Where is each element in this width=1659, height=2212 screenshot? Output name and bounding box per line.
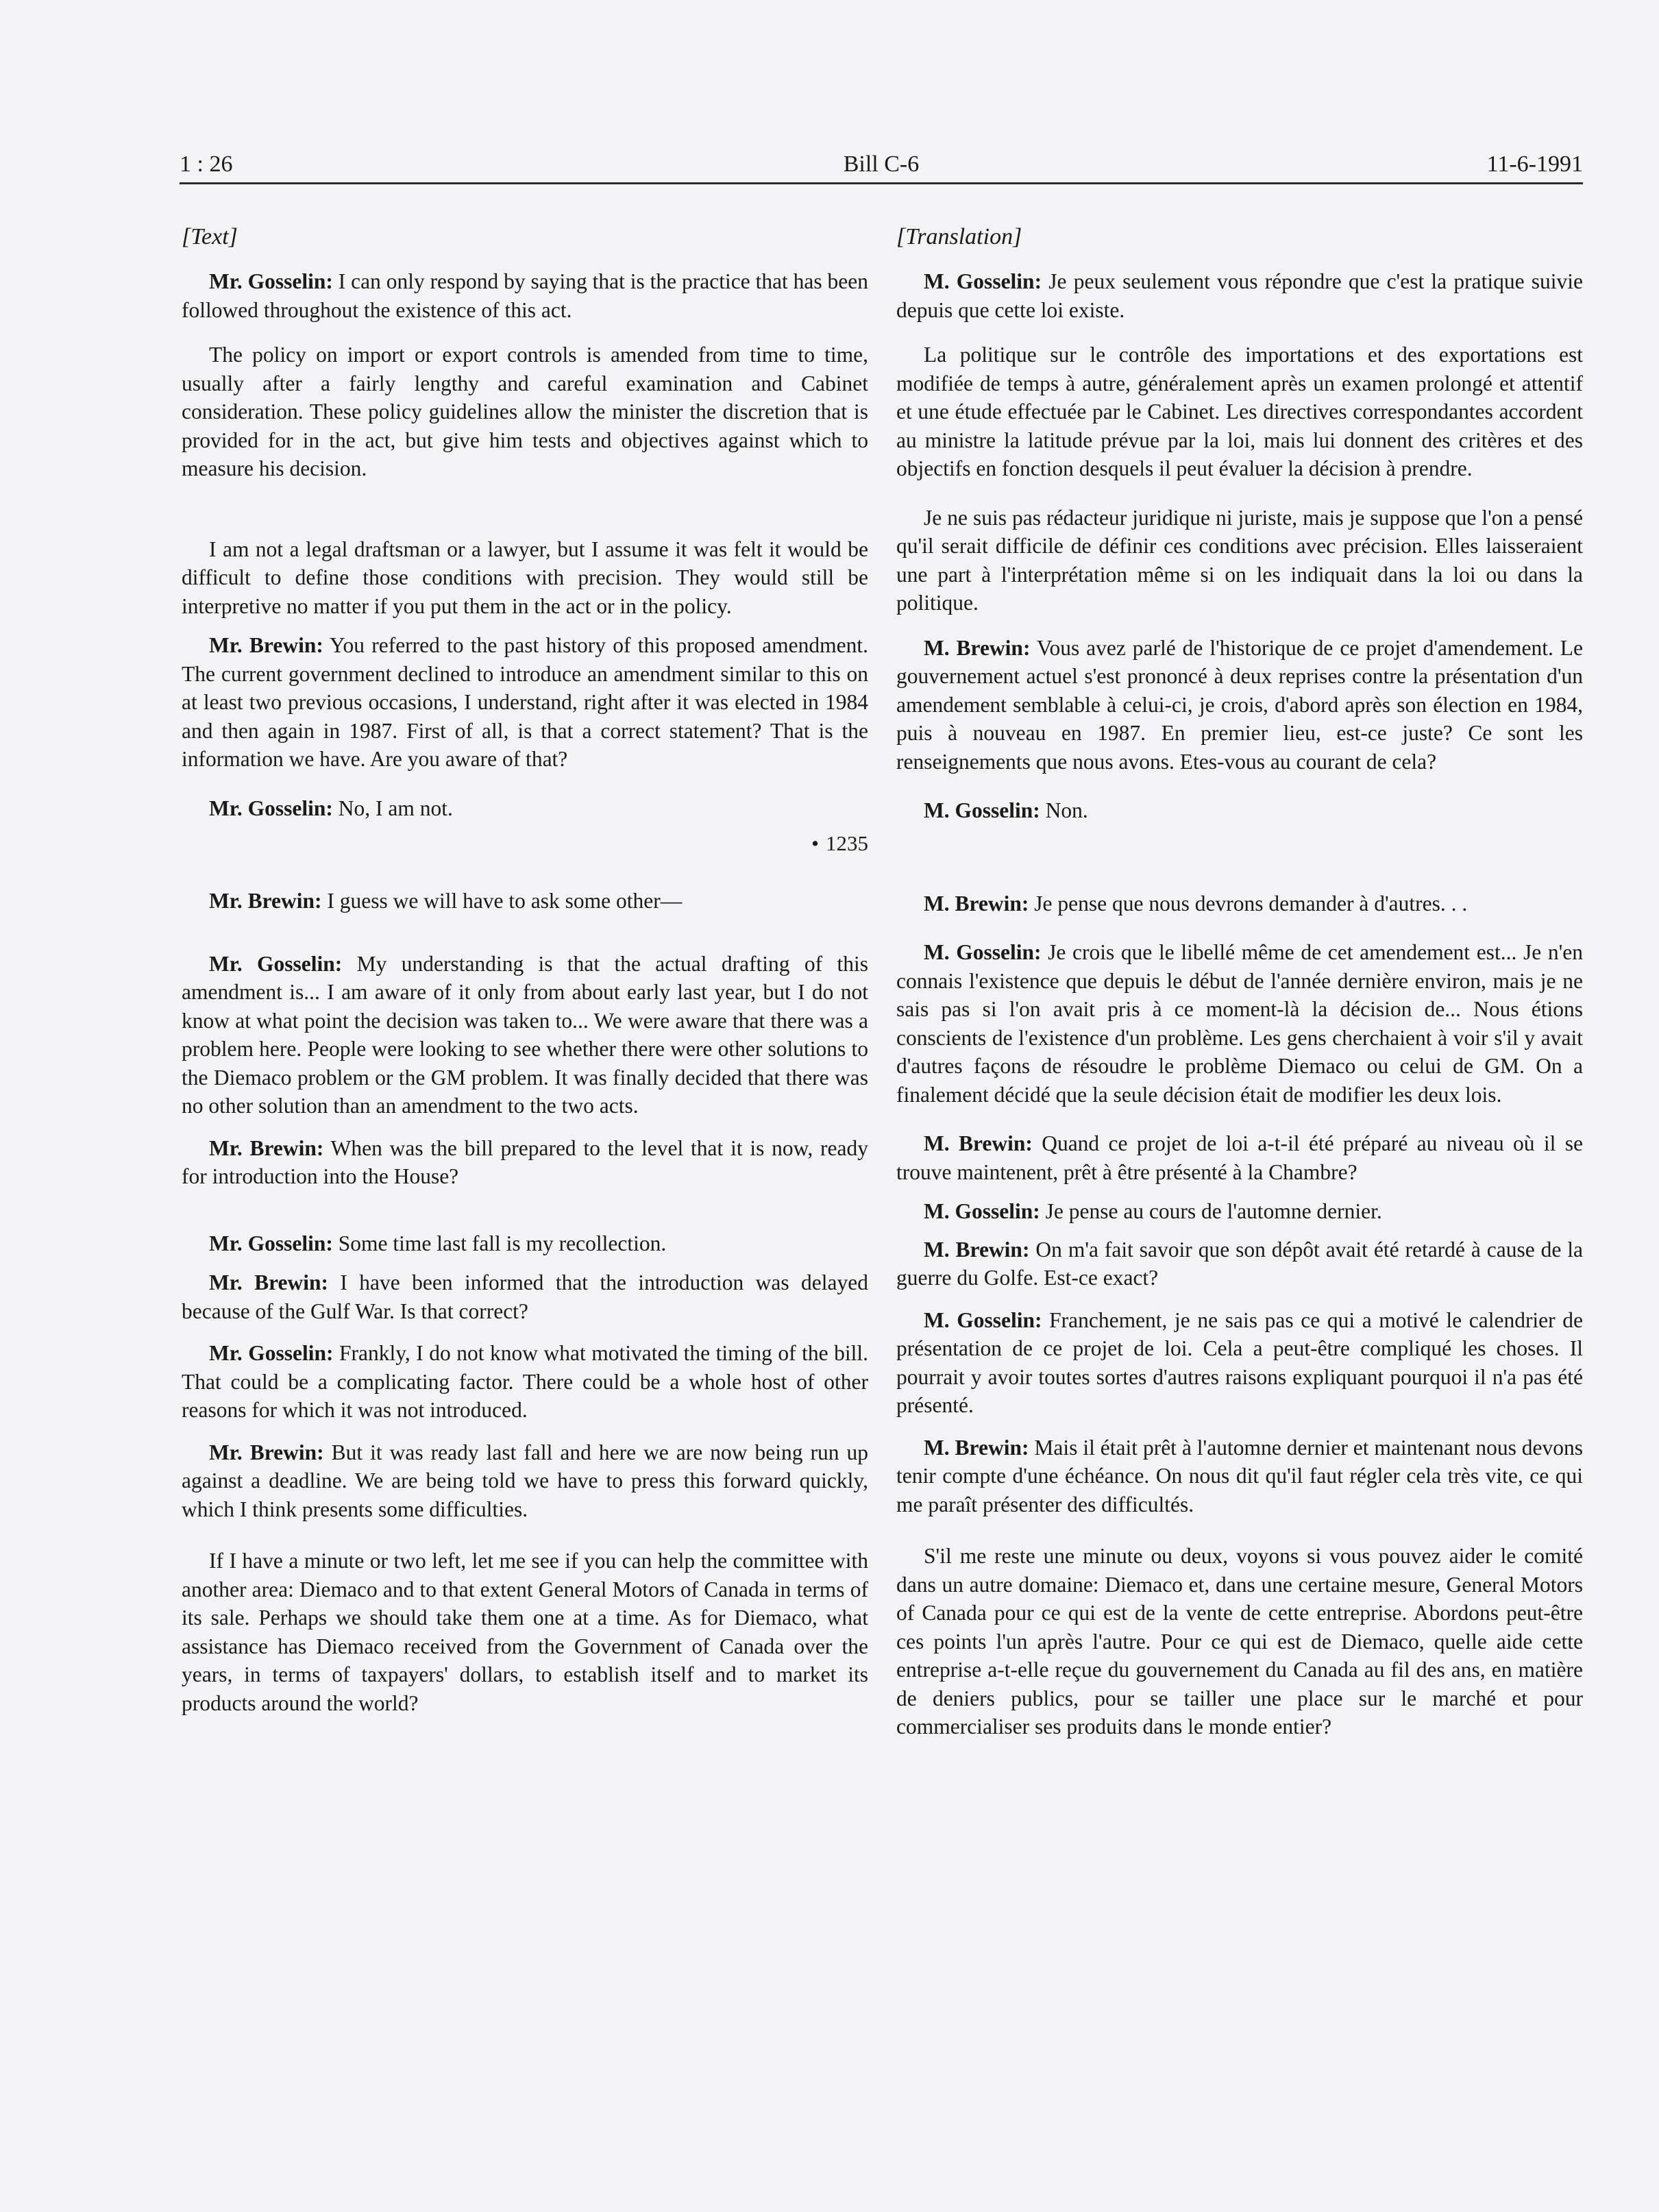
paragraph [182,631,868,774]
paragraph-text: Je ne suis pas rédacteur juridique ni juriste, mais je suppose que l'on a pensé qu'il serait difficile de définir ces conditions avec précision. Elles laisseraient une part à l'interprétation même si on les indiquait dans la loi ou dans la politique. [896,505,1583,615]
french-column [896,222,1583,1741]
paragraph-text: Je pense que nous devrons demander à d'autres. . . [1034,891,1468,915]
paragraph-text: Quand ce projet de loi a-t-il été préparé au niveau où il se trouve maintenent, prêt à être présenté à la Chambre? [896,1131,1583,1184]
speaker-name: M. Brewin: [924,1435,1029,1460]
paragraph-text: Je peux seulement vous répondre que c'est la pratique suivie depuis que cette loi existe. [896,269,1583,322]
paragraph [896,267,1583,324]
speaker-name: M. Brewin: [924,635,1031,660]
paragraph [182,267,868,324]
paragraph-text: Je pense au cours de l'automne dernier. [1045,1199,1382,1223]
paragraph [182,887,868,915]
paragraph-text: When was the bill prepared to the level that it is now, ready for introduction into the House? [182,1135,869,1188]
speaker-name: M. Brewin: [924,1131,1033,1155]
speaker-name: Mr. Gosselin: [209,796,333,820]
speaker-name: Mr. Brewin: [209,1440,324,1464]
paragraph [182,1438,868,1524]
sitting-date: 11-6-1991 [1486,151,1583,177]
page-number: 1 : 26 [180,151,233,177]
paragraph-text: I guess we will have to ask some other— [327,889,683,913]
paragraph-text: Some time last fall is my recollection. [338,1231,667,1255]
paragraph [182,1229,868,1258]
paragraph-text: S'il me reste une minute ou deux, voyons si vous pouvez aider le comité dans un autre domaine: Diemaco et, dans une certaine mesure, General Motors of Canada pour ce qui est de la vente de cette entreprise. Abordons peut-être ces points l'un après l'autre. Pour ce qui est de Diemaco, quelle aide cette entreprise a-t-elle reçue du gouvernement du Canada au fil des ans, en matière de deniers publics, pour se tailler une place sur le marché et pour commercialiser ses produits dans le monde entier? [896,1544,1583,1738]
paragraph [182,1268,868,1325]
paragraph-text: If I have a minute or two left, let me see if you can help the committee with another area: Diemaco and to that extent General Motors of Canada in terms of its sale. Perhaps we should take them one at a time. As for Diemaco, what assistance has Diemaco received from the Government of Canada over the years, in terms of taxpayers' dollars, to establish itself and to market its products around the world? [182,1549,868,1715]
paragraph [182,950,868,1120]
speaker-name: Mr. Gosselin: [209,951,343,976]
paragraph-text: Je crois que le libellé même de cet amendement est... Je n'en connais l'existence que depuis le début de l'année dernière environ, mais je ne sais pas si l'on avait pris à ce moment-là la décision de... Nous étions conscients de l'existence d'un problème. Les gens cherchaient à voir s'il y avait d'autres façons de résoudre le problème Diemaco ou celui de GM. On a finalement décidé que la seule décision était de modifier les deux lois. [896,940,1584,1107]
bullet-icon: • [811,831,819,855]
speaker-name: M. Gosselin: [924,1199,1040,1223]
paragraph-text: I have been informed that the introduction was delayed because of the Gulf War. Is that correct? [182,1270,868,1323]
paragraph-text: Mais il était prêt à l'automne dernier et maintenant nous devons tenir compte d'une échéance. On nous dit qu'il faut régler cela très vite, ce qui me paraît présenter des difficultés. [896,1435,1584,1516]
speaker-name: Mr. Gosselin: [209,1231,333,1255]
paragraph [182,794,868,823]
paragraph [182,535,868,621]
page-header [180,145,1583,184]
english-column [182,222,868,1717]
paragraph-text: No, I am not. [338,796,453,820]
speaker-name: Mr. Brewin: [209,889,322,913]
paragraph [896,796,1583,825]
paragraph [896,1542,1583,1741]
paragraph [182,1547,868,1717]
speaker-name: M. Gosselin: [924,940,1042,964]
speaker-name: Mr. Brewin: [209,1135,324,1160]
paragraph [896,341,1583,483]
paragraph [896,634,1583,776]
bill-title: Bill C-6 [843,151,920,177]
paragraph-text: Franchement, je ne sais pas ce qui a motivé le calendrier de présentation de ce projet de loi. Cela a peut-être compliqué les choses. Il pourrait y avoir toutes sortes d'autres raisons expliquant pourquoi il n'a pas été présenté. [896,1307,1584,1417]
paragraph-text: On m'a fait savoir que son dépôt avait été retardé à cause de la guerre du Golfe. Est-ce exact? [896,1237,1584,1290]
paragraph-text: My understanding is that the actual drafting of this amendment is... I am aware of it only from about early last year, but I do not know at what point the decision was taken to... We were aware that there was a problem here. People were looking to see whether there were other solutions to the Diemaco problem or the GM problem. It was finally decided that there was no other solution than an amendment to the two acts. [182,951,868,1118]
paragraph-text: Frankly, I do not know what motivated the timing of the bill. That could be a complicating factor. There could be a whole host of other reasons for which it was not introduced. [182,1341,868,1422]
paragraph-text: But it was ready last fall and here we are now being run up against a deadline. We are being told we have to press this forward quickly, which I think presents some difficulties. [182,1440,869,1521]
paragraph-text: La politique sur le contrôle des importations et des exportations est modifiée de temps à autre, généralement après un examen prolongé et attentif et une étude effectuée par le Cabinet. Les directives correspondantes accordent au ministre la latitude prévue par la loi, mais lui donnent des critères et des objectifs en fonction desquels il peut évaluer la décision à prendre. [896,343,1583,480]
column-label-translation: [Translation] [896,224,1022,249]
paragraph [896,504,1583,617]
speaker-name: Mr. Brewin: [209,633,323,657]
speaker-name: M. Gosselin: [924,1307,1042,1332]
paragraph [896,889,1583,918]
paragraph [182,1339,868,1425]
paragraph [896,938,1583,1109]
paragraph [896,1197,1583,1226]
speaker-name: Mr. Gosselin: [209,269,333,293]
column-label-text: [Text] [182,224,238,249]
speaker-name: Mr. Brewin: [209,1270,328,1294]
time-stamp: 1235 [826,831,868,855]
paragraph-text: You referred to the past history of this proposed amendment. The current government declined to introduce an amendment similar to this on at least two previous occasions, I understand, right after it was elected in 1984 and then again in 1987. First of all, is that a correct statement? That is the information we have. Are you aware of that? [182,633,868,771]
header-rule [180,182,1583,184]
paragraph-text: I am not a legal draftsman or a lawyer, but I assume it was felt it would be difficult to define those conditions with precision. They would still be interpretive no matter if you put them in the act or in the policy. [182,537,868,618]
speaker-name: M. Brewin: [924,891,1029,915]
paragraph-text: Vous avez parlé de l'historique de ce projet d'amendement. Le gouvernement actuel s'est prononcé à deux reprises contre la présentation d'un amendement semblable à celui-ci, je crois, d'abord après son élection en 1984, puis à nouveau en 1987. En premier lieu, est-ce juste? Ce sont les renseignements que nous avons. Etes-vous au courant de cela? [896,635,1583,774]
speaker-name: M. Gosselin: [924,798,1040,822]
paragraph-text: Non. [1045,798,1088,822]
paragraph [182,341,868,483]
paragraph-text: The policy on import or export controls is amended from time to time, usually after a fairly lengthy and careful examination and Cabinet consideration. These policy guidelines allow the minister the discretion that is provided for in the act, but give him tests and objectives against which to measure his decision. [182,343,868,480]
paragraph [896,1306,1583,1420]
time-marker [182,829,868,858]
speaker-name: M. Brewin: [924,1237,1030,1262]
paragraph-text: I can only respond by saying that is the practice that has been followed throughout the existence of this act. [182,269,869,322]
paragraph [896,1236,1583,1292]
speaker-name: M. Gosselin: [924,269,1042,293]
speaker-name: Mr. Gosselin: [209,1341,334,1365]
paragraph [182,1134,868,1191]
paragraph [896,1434,1583,1519]
paragraph [896,1129,1583,1186]
